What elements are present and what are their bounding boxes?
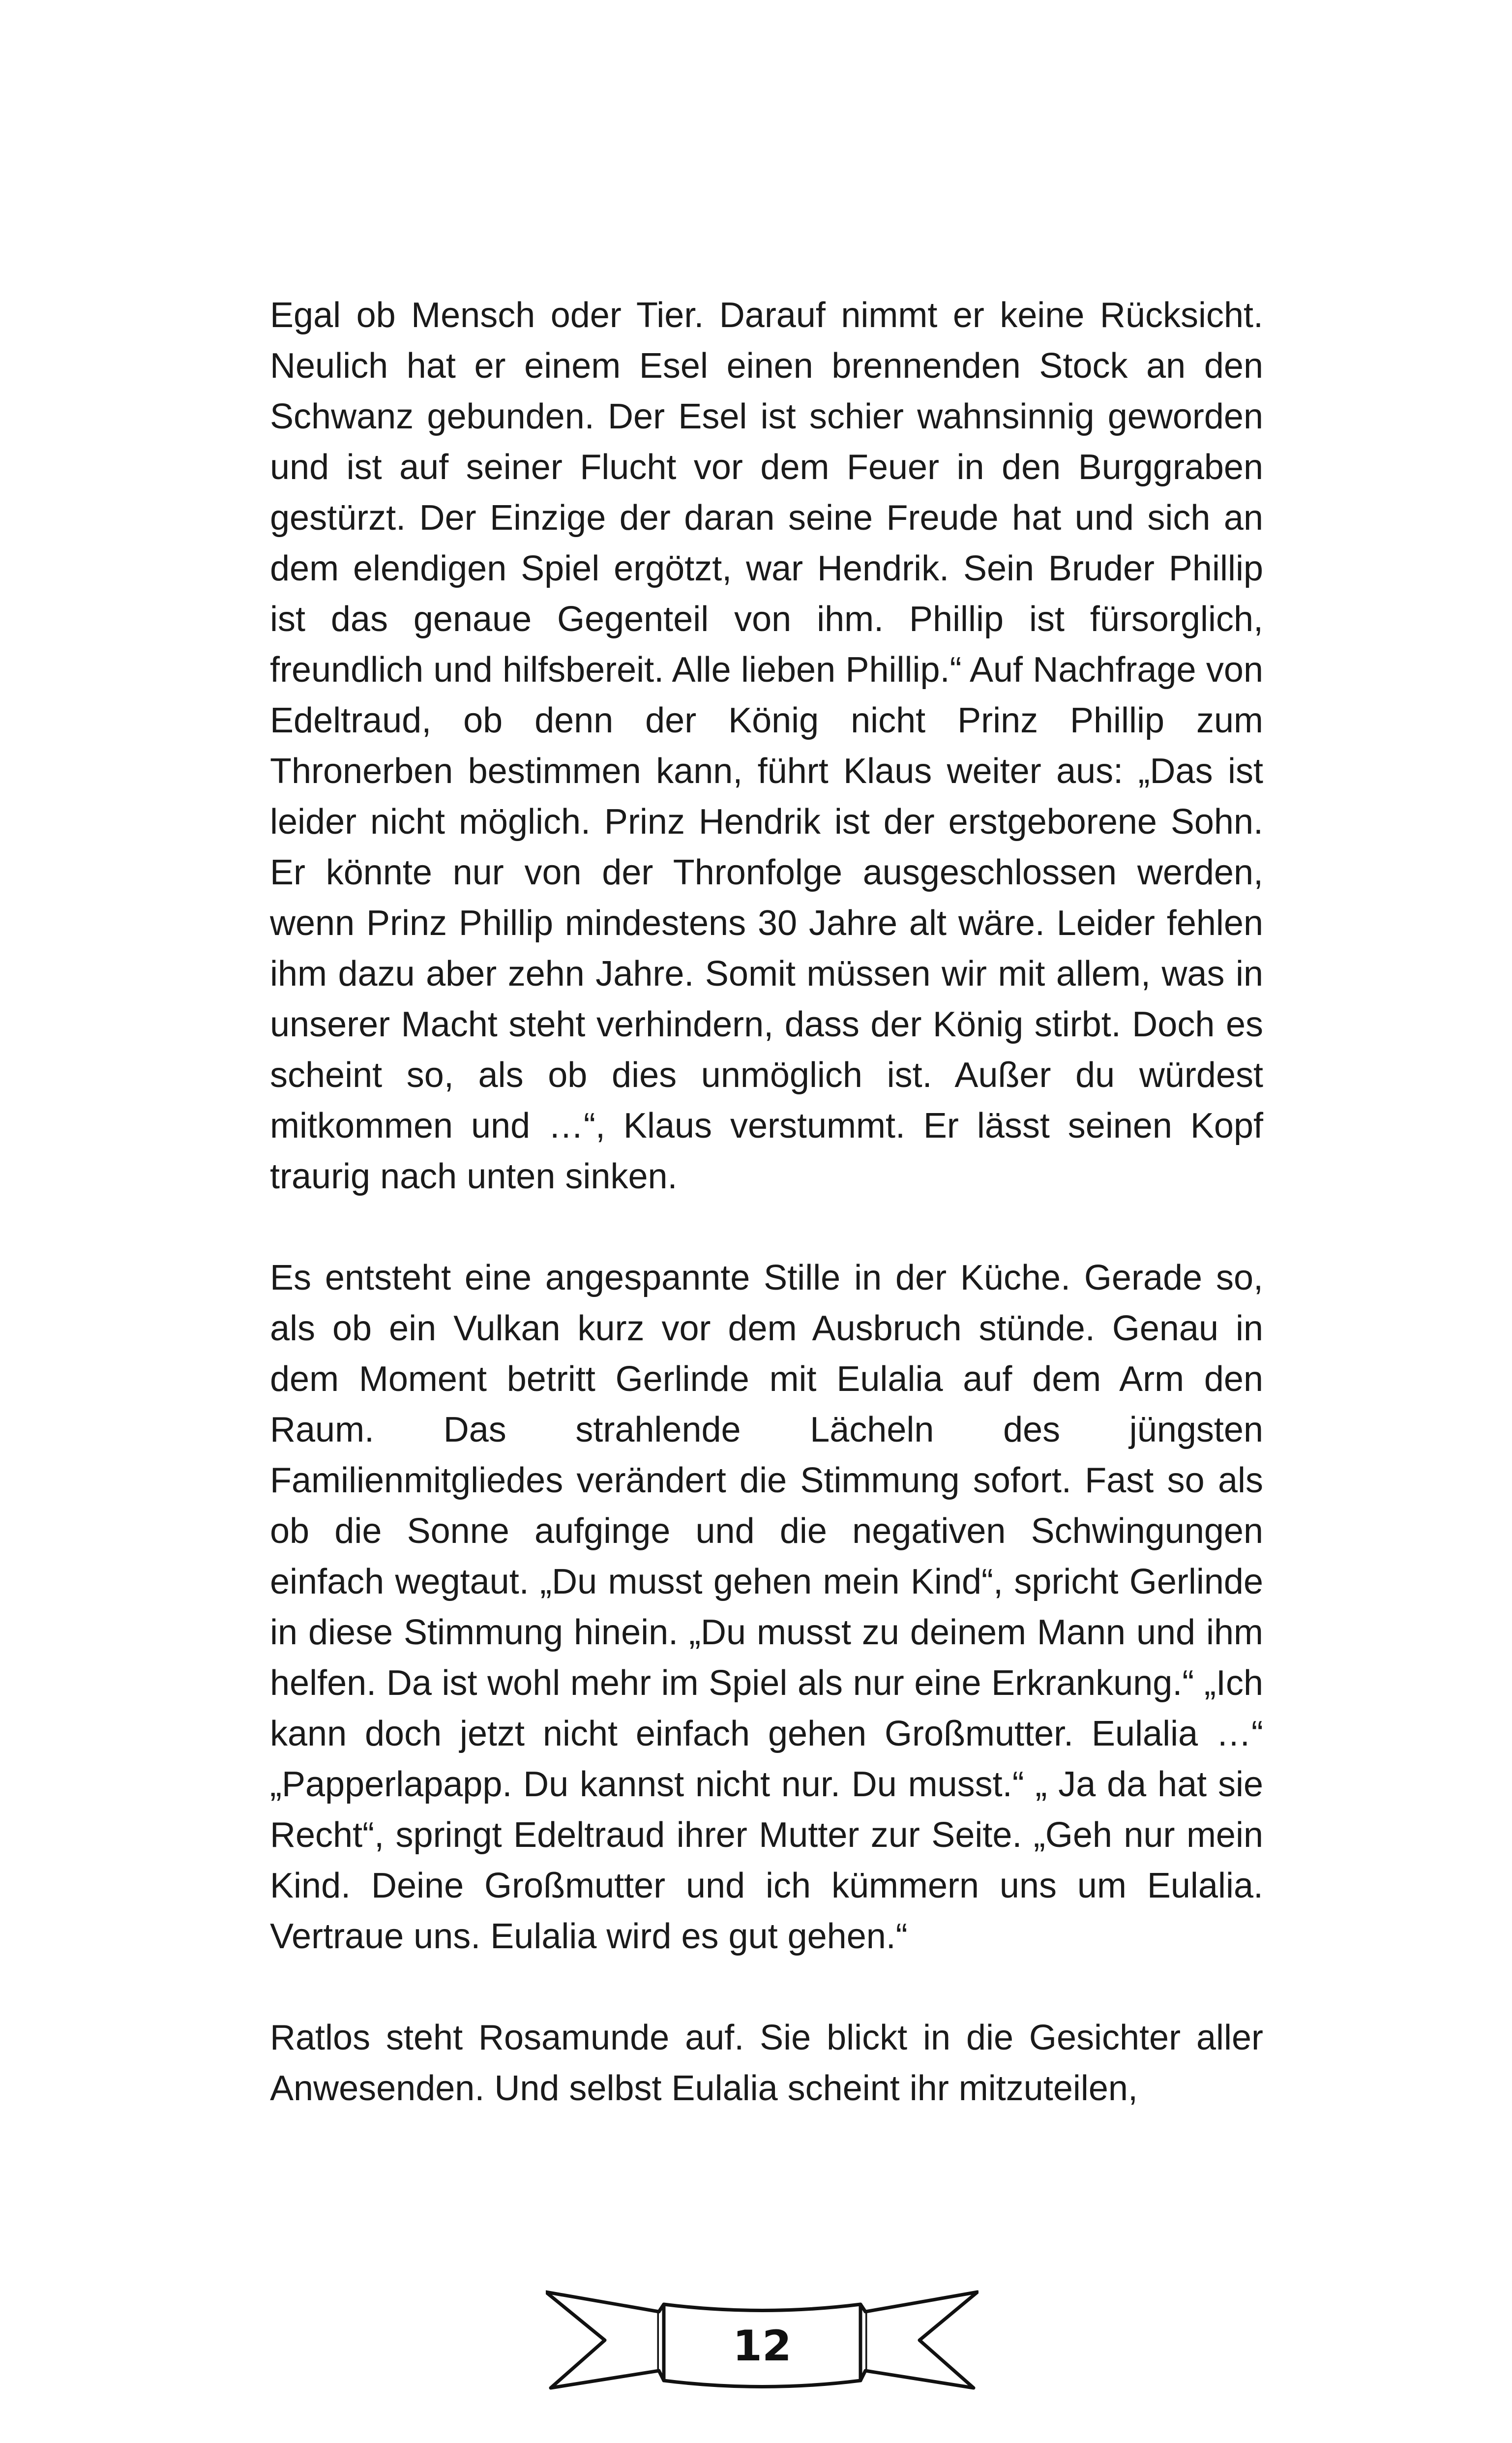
- paragraph-1: Egal ob Mensch oder Tier. Darauf nimmt er keine Rücksicht. Neulich hat er einem Esel einen brennenden Stock an den Schwanz gebunden. Der Esel ist schier wahnsinnig geworden und ist auf seiner Flucht vor dem Feuer in den Burggraben gestürzt. Der Einzige der daran seine Freude hat und sich an dem elendigen Spiel ergötzt, war Hendrik. Sein Bruder Phillip ist das genaue Gegenteil von ihm. Phillip ist fürsorglich, freundlich und hilfsbereit. Alle lieben Phillip.“ Auf Nachfrage von Edeltraud, ob denn der König nicht Prinz Phillip zum Thronerben bestimmen kann, führt Klaus weiter aus: „Das ist leider nicht möglich. Prinz Hendrik ist der erstgeborene Sohn. Er könnte nur von der Thronfolge ausgeschlossen werden, wenn Prinz Phillip mindestens 30 Jahre alt wäre. Leider fehlen ihm dazu aber zehn Jahre. Somit müssen wir mit allem, was in unserer Macht steht verhindern, dass der König stirbt. Doch es scheint so, als ob dies unmöglich ist. Außer du würdest mitkommen und …“, Klaus verstummt. Er lässt seinen Kopf traurig nach unten sinken.: [270, 296, 1263, 1196]
- page-number: 12: [733, 2322, 792, 2371]
- paragraph-2: Es entsteht eine angespannte Stille in der Küche. Gerade so, als ob ein Vulkan kurz vor dem Ausbruch stünde. Genau in dem Moment betritt Gerlinde mit Eulalia auf dem Arm den Raum. Das strahlende Lächeln des jüngsten Familienmitgliedes verändert die Stimmung sofort. Fast so als ob die Sonne aufginge und die negativen Schwingungen einfach wegtaut. „Du musst gehen mein Kind“, spricht Gerlinde in diese Stimmung hinein. „Du musst zu deinem Mann und ihm helfen. Da ist wohl mehr im Spiel als nur eine Erkrankung.“ „Ich kann doch jetzt nicht einfach gehen Großmutter. Eulalia …“ „Papperlapapp. Du kannst nicht nur. Du musst.“ „ Ja da hat sie Recht“, springt Edeltraud ihrer Mutter zur Seite. „Geh nur mein Kind. Deine Großmutter und ich kümmern uns um Eulalia. Vertraue uns. Eulalia wird es gut gehen.“: [270, 1258, 1263, 1956]
- body-text: [270, 290, 1263, 2114]
- paragraph-3: Ratlos steht Rosamunde auf. Sie blickt in die Gesichter aller Anwesenden. Und selbst Eulalia scheint ihr mitzuteilen,: [270, 2018, 1263, 2108]
